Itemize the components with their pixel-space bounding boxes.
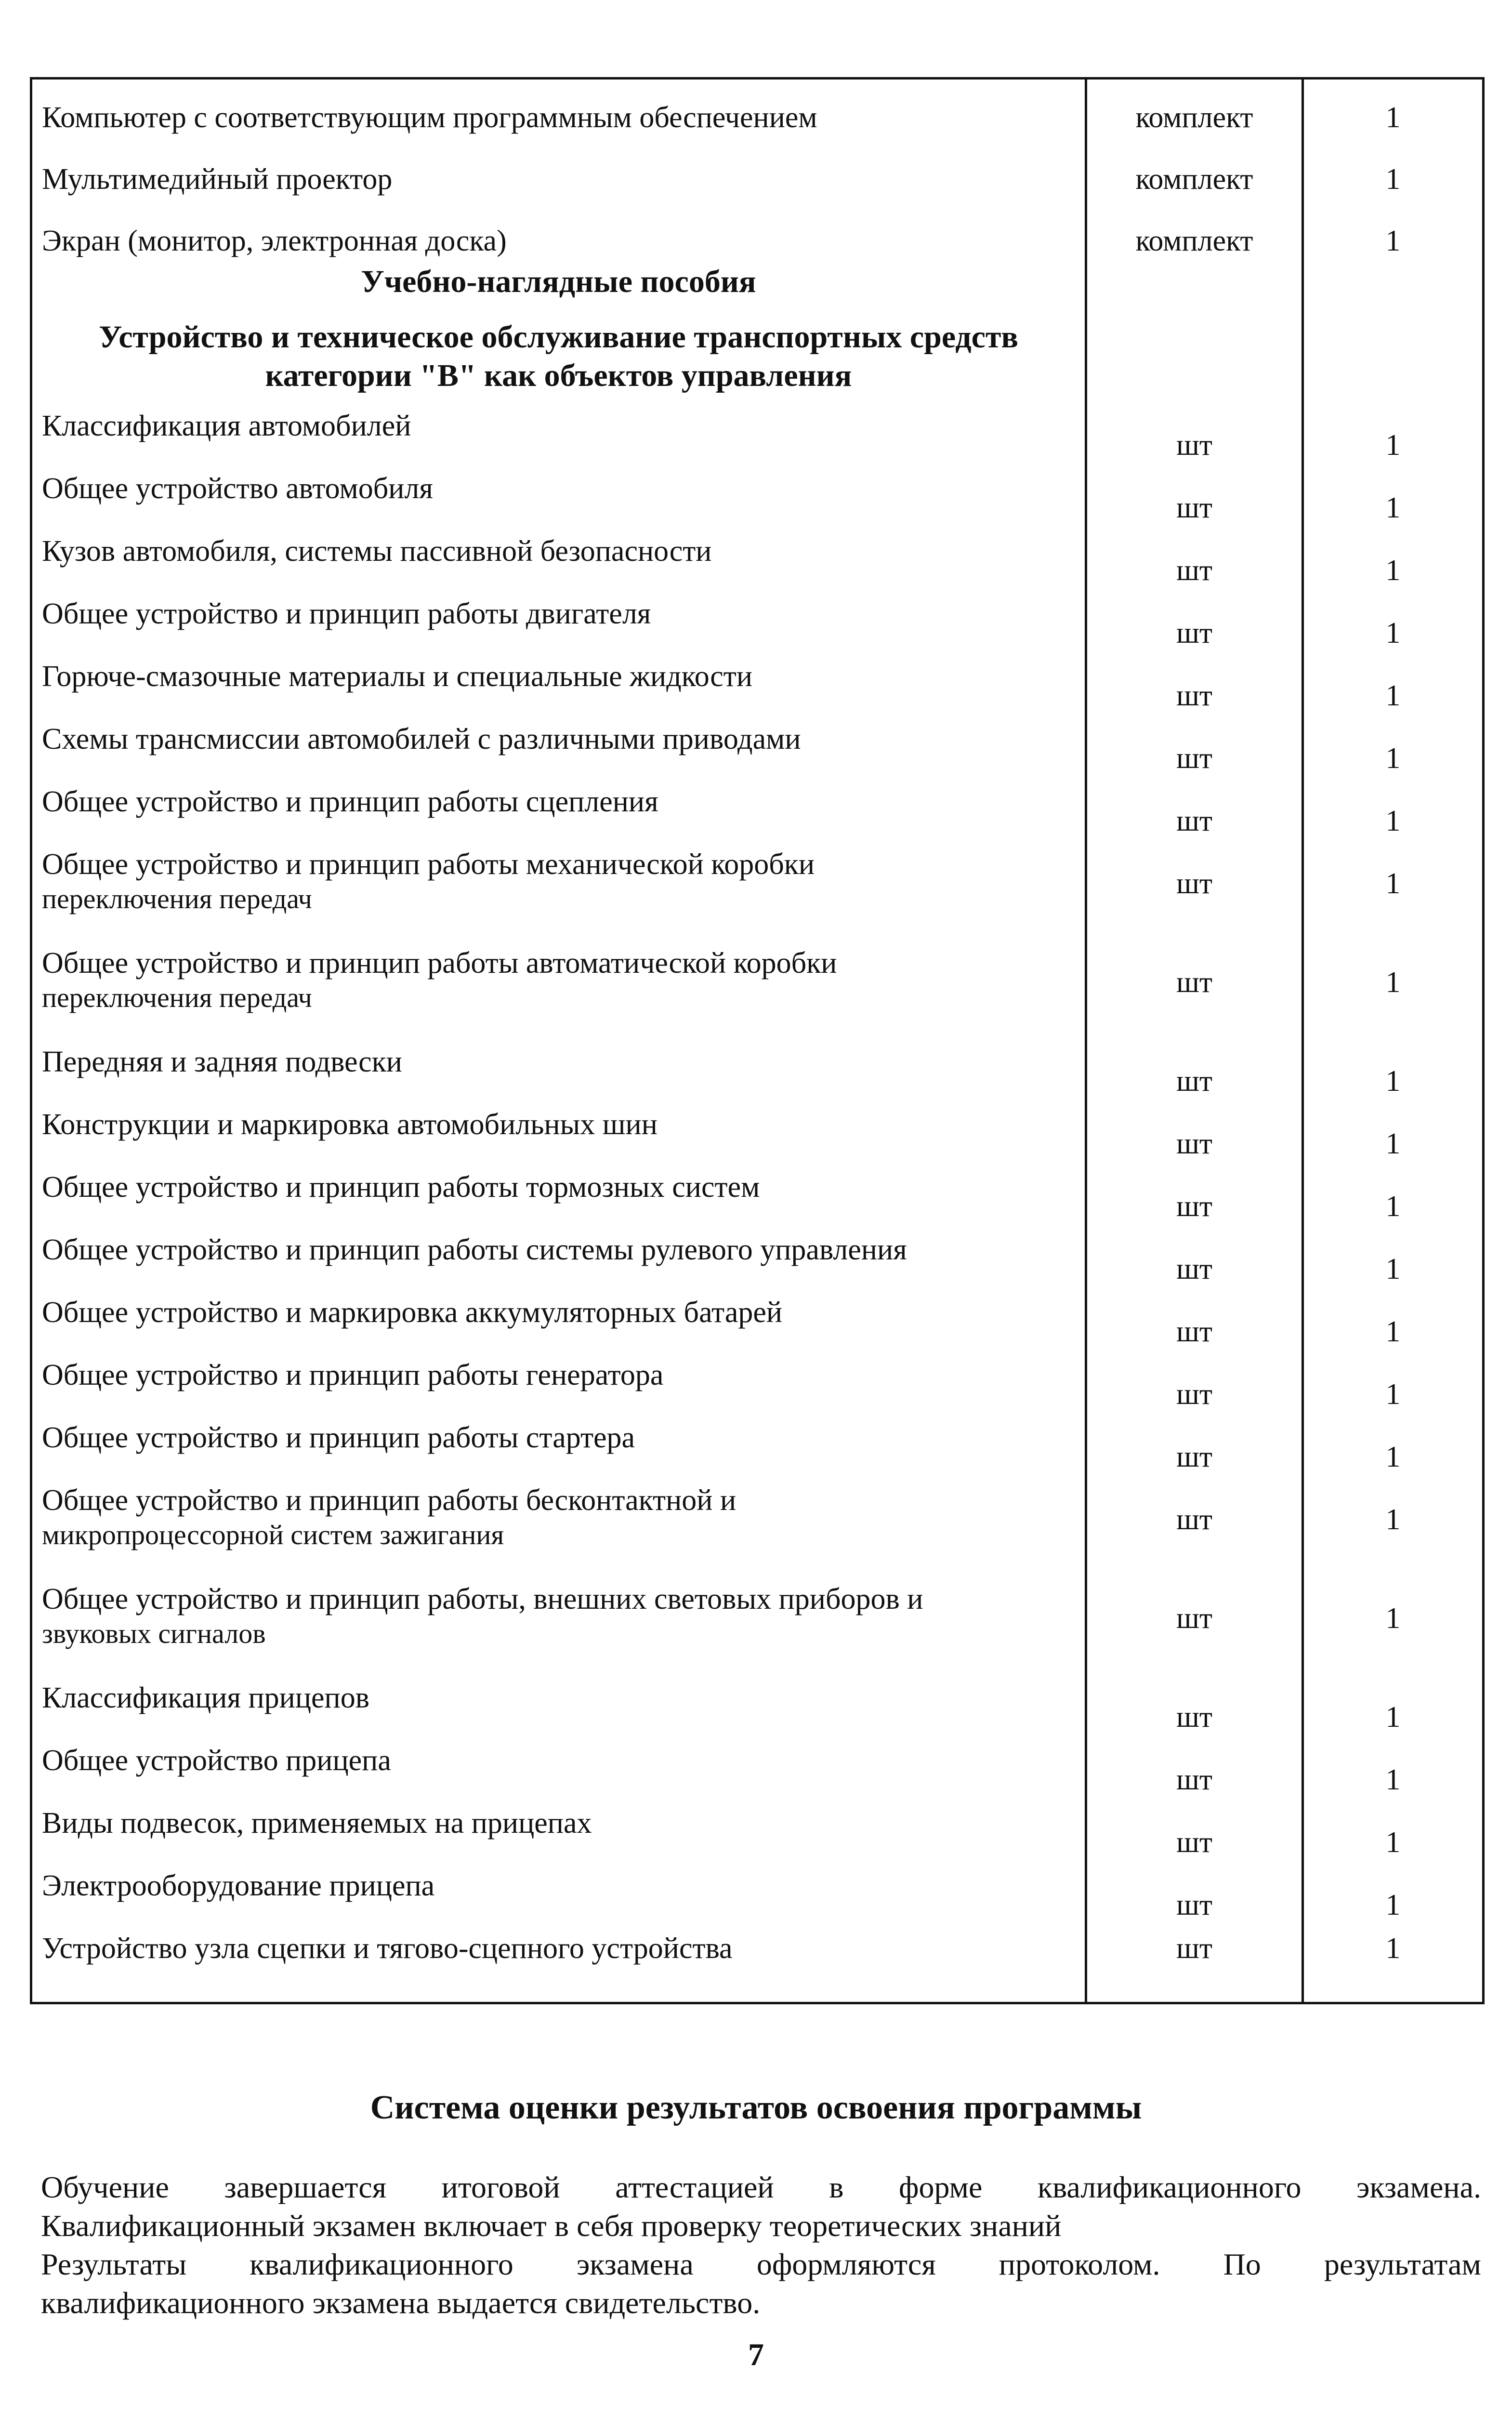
item-unit: шт <box>1176 1441 1212 1473</box>
item-name: Общее устройство и принцип работы механической коробки <box>42 848 815 881</box>
evaluation-title: Система оценки результатов освоения программы <box>370 2089 1142 2126</box>
item-name: Общее устройство и принцип работы, внешних световых приборов и <box>42 1583 923 1615</box>
item-quantity: 1 <box>1385 1441 1401 1473</box>
item-name: Общее устройство и принцип работы системы рулевого управления <box>42 1233 907 1266</box>
item-name: Общее устройство автомобиля <box>42 472 433 505</box>
item-unit: шт <box>1176 1889 1212 1921</box>
item-name: Общее устройство и маркировка аккумуляторных батарей <box>42 1296 783 1329</box>
item-unit: шт <box>1176 1602 1212 1635</box>
item-name: Классификация автомобилей <box>42 410 411 442</box>
item-quantity: 1 <box>1385 1889 1401 1921</box>
item-unit: шт <box>1176 1253 1212 1285</box>
item-unit: комплект <box>1135 101 1253 134</box>
item-name-continued: переключения передач <box>42 883 312 914</box>
section-title: Учебно-наглядные пособия <box>361 264 756 299</box>
item-name: Классификация прицепов <box>42 1681 369 1714</box>
item-name: Компьютер с соответствующим программным обеспечением <box>42 101 817 134</box>
item-name: Передняя и задняя подвески <box>42 1046 402 1078</box>
item-unit: шт <box>1176 1503 1212 1536</box>
item-name: Общее устройство и принцип работы бесконтактной и <box>42 1484 736 1517</box>
evaluation-paragraph-line: квалификационного экзамена выдается свидетельство. <box>41 2286 761 2320</box>
item-quantity: 1 <box>1385 1315 1401 1348</box>
item-quantity: 1 <box>1385 1127 1401 1160</box>
evaluation-paragraph-line: Квалификационный экзамен включает в себя проверку теоретических знаний <box>41 2209 1062 2243</box>
item-unit: шт <box>1176 554 1212 587</box>
item-quantity: 1 <box>1385 1932 1401 1965</box>
item-quantity: 1 <box>1385 1826 1401 1859</box>
item-quantity: 1 <box>1385 1190 1401 1223</box>
item-name: Горюче-смазочные материалы и специальные жидкости <box>42 660 753 693</box>
item-quantity: 1 <box>1385 1602 1401 1635</box>
item-unit: шт <box>1176 1190 1212 1223</box>
item-unit: шт <box>1176 867 1212 900</box>
item-quantity: 1 <box>1385 1503 1401 1536</box>
item-quantity: 1 <box>1385 101 1401 134</box>
item-name: Электрооборудование прицепа <box>42 1869 435 1902</box>
item-name: Общее устройство и принцип работы автоматической коробки <box>42 947 837 979</box>
item-quantity: 1 <box>1385 966 1401 999</box>
item-unit: шт <box>1176 429 1212 462</box>
item-unit: шт <box>1176 742 1212 775</box>
item-quantity: 1 <box>1385 742 1401 775</box>
item-name-continued: микропроцессорной систем зажигания <box>42 1519 504 1550</box>
item-unit: шт <box>1176 1763 1212 1796</box>
item-unit: шт <box>1176 617 1212 649</box>
item-unit: шт <box>1176 491 1212 524</box>
item-name: Виды подвесок, применяемых на прицепах <box>42 1807 592 1840</box>
item-name: Экран (монитор, электронная доска) <box>42 225 507 257</box>
item-quantity: 1 <box>1385 679 1401 712</box>
item-quantity: 1 <box>1385 1065 1401 1098</box>
subsection-title: категории "В" как объектов управления <box>265 358 852 393</box>
item-name: Схемы трансмиссии автомобилей с различными приводами <box>42 723 801 755</box>
item-name: Устройство узла сцепки и тягово-сцепного устройства <box>42 1932 733 1965</box>
item-quantity: 1 <box>1385 617 1401 649</box>
item-unit: шт <box>1176 1826 1212 1859</box>
item-unit: шт <box>1176 1932 1212 1965</box>
item-unit: шт <box>1176 1127 1212 1160</box>
item-unit: комплект <box>1135 163 1253 196</box>
item-name: Мультимедийный проектор <box>42 163 393 196</box>
item-name: Общее устройство и принцип работы сцепления <box>42 785 658 818</box>
item-unit: шт <box>1176 805 1212 837</box>
subsection-title: Устройство и техническое обслуживание транспортных средств <box>98 319 1019 355</box>
item-name: Общее устройство прицепа <box>42 1744 391 1777</box>
item-quantity: 1 <box>1385 429 1401 462</box>
item-quantity: 1 <box>1385 1763 1401 1796</box>
item-unit: шт <box>1176 1378 1212 1411</box>
page-number: 7 <box>748 2337 764 2372</box>
item-quantity: 1 <box>1385 867 1401 900</box>
item-unit: шт <box>1176 1701 1212 1734</box>
evaluation-paragraph-line: Результаты квалификационного экзамена оформляются протоколом. По результатам <box>41 2247 1481 2281</box>
item-name: Общее устройство и принцип работы тормозных систем <box>42 1171 760 1204</box>
item-unit: шт <box>1176 679 1212 712</box>
item-quantity: 1 <box>1385 805 1401 837</box>
item-quantity: 1 <box>1385 1253 1401 1285</box>
item-name: Общее устройство и принцип работы двигателя <box>42 597 651 630</box>
item-unit: шт <box>1176 1315 1212 1348</box>
item-quantity: 1 <box>1385 491 1401 524</box>
item-name: Кузов автомобиля, системы пассивной безопасности <box>42 535 712 568</box>
item-quantity: 1 <box>1385 163 1401 196</box>
item-quantity: 1 <box>1385 225 1401 257</box>
item-name: Общее устройство и принцип работы стартера <box>42 1421 635 1454</box>
item-unit: шт <box>1176 966 1212 999</box>
item-quantity: 1 <box>1385 1701 1401 1734</box>
item-quantity: 1 <box>1385 554 1401 587</box>
item-unit: шт <box>1176 1065 1212 1098</box>
item-unit: комплект <box>1135 225 1253 257</box>
evaluation-paragraph-line: Обучение завершается итоговой аттестацией в форме квалификационного экзамена. <box>41 2170 1481 2204</box>
item-name: Конструкции и маркировка автомобильных шин <box>42 1108 657 1141</box>
item-quantity: 1 <box>1385 1378 1401 1411</box>
materials-table <box>30 77 1485 2004</box>
item-name: Общее устройство и принцип работы генератора <box>42 1359 664 1391</box>
item-name-continued: переключения передач <box>42 982 312 1013</box>
item-name-continued: звуковых сигналов <box>42 1618 266 1649</box>
